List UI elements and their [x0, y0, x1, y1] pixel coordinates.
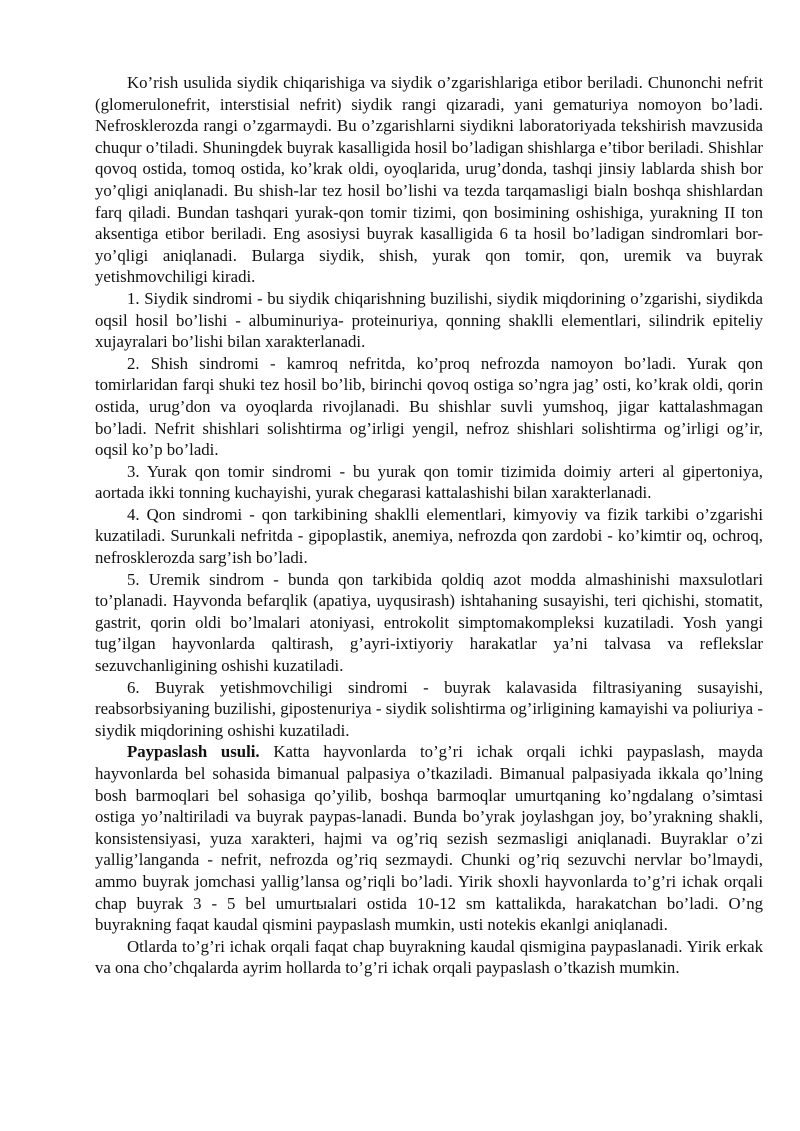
paragraph-edema-syndrome [95, 353, 763, 461]
paragraph-palpation [95, 741, 763, 935]
paragraph-text: 5. Uremik sindrom - bunda qon tarkibida qoldiq azot modda almashinishi maxsulotlari to’planadi. Hayvonda befarqlik (apatiya, uyqusirash) ishtahaning susayishi, teri qichishi, stomatit, gastrit, qorin oldi bo’lmalari atoniyasi, entrokolit simptomakompleksi kuzatiladi. Yosh yangi tug’ilgan hayvonlarda qaltirash, g’ayri-ixtiyoriy harakatlar ya’ni talvasa va reflekslar sezuvchanligining oshishi kuzatiladi. [95, 569, 763, 676]
paragraph-blood-syndrome [95, 504, 763, 569]
paragraph-text: 1. Siydik sindromi - bu siydik chiqarishning buzilishi, siydik miqdorining o’zgarishi, siydikda oqsil hosil bo’lishi - albuminuriya- proteinuriya, qonning shaklli elementlari, silindrik epiteliy xujayralari bo’lishi bilan xarakterlanadi. [95, 288, 763, 352]
paragraph-cardiovascular-syndrome [95, 461, 763, 504]
paragraph-intro [95, 72, 763, 288]
paragraph-text: 6. Buyrak yetishmovchiligi sindromi - buyrak kalavasida filtrasiyaning susayishi, reabsorbsiyaning buzilishi, gipostenuriya - siydik solishtirma og’irligining kamayishi va poliuriya - siydik miqdorining oshishi kuzatiladi. [95, 677, 763, 740]
paragraph-text: 4. Qon sindromi - qon tarkibining shaklli elementlari, kimyoviy va fizik tarkibi o’zgarishi kuzatiladi. Surunkali nefritda - gipoplastik, anemiya, nefrozda qon zardobi - ko’kimtir oq, ochroq, nefrosklerozda sarg’ish bo’ladi. [95, 504, 763, 568]
paragraph-uremic-syndrome [95, 569, 763, 677]
paragraph-horses [95, 936, 763, 979]
section-heading: Paypaslash usuli. [127, 742, 260, 762]
paragraph-text: Ko’rish usulida siydik chiqarishiga va siydik o’zgarishlariga etibor beriladi. Chunonchi nefrit (glomerulonefrit, interstisial nefrit) siydik rangi qizaradi, yani gematuriya nomoyon bo’ladi. Nefrosklerozda rangi o’zgarmaydi. Bu o’zgarishlarni siydikni laboratoriyada tekshirish mavzusida chuqur o’tiladi. Shuningdek buyrak kasalligida hosil bo’ladigan shishlarga e’tibor beriladi. Shishlar qovoq ostida, tomoq ostida, ko’krak oldi, oyoqlarida, urug’donda, tashqi jinsiy lablarda shish bor yo’qligi aniqlanadi. Bu shish-lar tez hosil bo’lishi va tezda tarqamasligi bialn boshqa shishlardan farq qiladi. Bundan tashqari yurak-qon tomir tizimi, qon bosimining oshishiga, yurakning II ton aksentiga etibor beriladi. Eng asosiysi buyrak kasalligida 6 ta hosil bo’ladigan sindromlari bor- yo’qligi aniqlanadi. Bularga siydik, shish, yurak qon tomir, qon, uremik va buyrak yetishmovchiligi kiradi. [95, 73, 763, 287]
paragraph-text: Katta hayvonlarda to’g’ri ichak orqali ichki paypaslash, mayda hayvonlarda bel sohasida bimanual palpasiya o’tkaziladi. Bimanual palpasiyada ikkala qo’lning bosh barmoqlari bel sohasiga qo’yilib, boshqa barmoqlar umurtqaning ko’ngdalang o’simtasi ostiga yo’naltiriladi va buyrak paypas-lanadi. Bunda bo’yrak joylashgan joy, bo’yrakning shakli, konsistensiyasi, yuza xarakteri, hajmi va og’riq sezish sezmasligi aniqlanadi. Buyraklar o’zi yallig’langanda - nefrit, nefrozda og’riq sezmaydi. Chunki og’riq sezuvchi nervlar bo’lmaydi, ammo buyrak jomchasi yallig’lansa og’riqli bo’ladi. Yirik shoxli hayvonlarda to’g’ri ichak orqali chap buyrak 3 - 5 bel umurtыalari ostida 10-12 sm kattalikda, harakatchan bo’ladi. O’ng buyrakning faqat kaudal qismini paypaslash mumkin, usti notekis ekanlgi aniqlanadi. [95, 742, 763, 935]
paragraph-text: 2. Shish sindromi - kamroq nefritda, ko’proq nefrozda namoyon bo’ladi. Yurak qon tomirlaridan farqi shuki tez hosil bo’lib, birinchi qovoq ostiga so’ngra jag’ osti, ko’krak oldi, qorin ostida, urug’don va oyoqlarda rivojlanadi. Bu shishlar suvli yumshoq, jigar kattalashmagan bo’ladi. Nefrit shishlari solishtirma og’irligi yengil, nefroz shishlari solishtirma og’irligi og’ir, oqsil ko’p bo’ladi. [95, 353, 763, 460]
paragraph-renal-failure-syndrome [95, 677, 763, 742]
paragraph-urine-syndrome [95, 288, 763, 353]
paragraph-text: Otlarda to’g’ri ichak orqali faqat chap buyrakning kaudal qismigina paypaslanadi. Yirik erkak va ona cho’chqalarda ayrim hollarda to’g’ri ichak orqali paypaslash o’tkazish mumkin. [95, 936, 763, 978]
document-page [95, 72, 763, 979]
paragraph-text: 3. Yurak qon tomir sindromi - bu yurak qon tomir tizimida doimiy arteri al gipertoniya, aortada ikki tonning kuchayishi, yurak chegarasi kattalashishi bilan xarakterlanadi. [95, 461, 763, 503]
